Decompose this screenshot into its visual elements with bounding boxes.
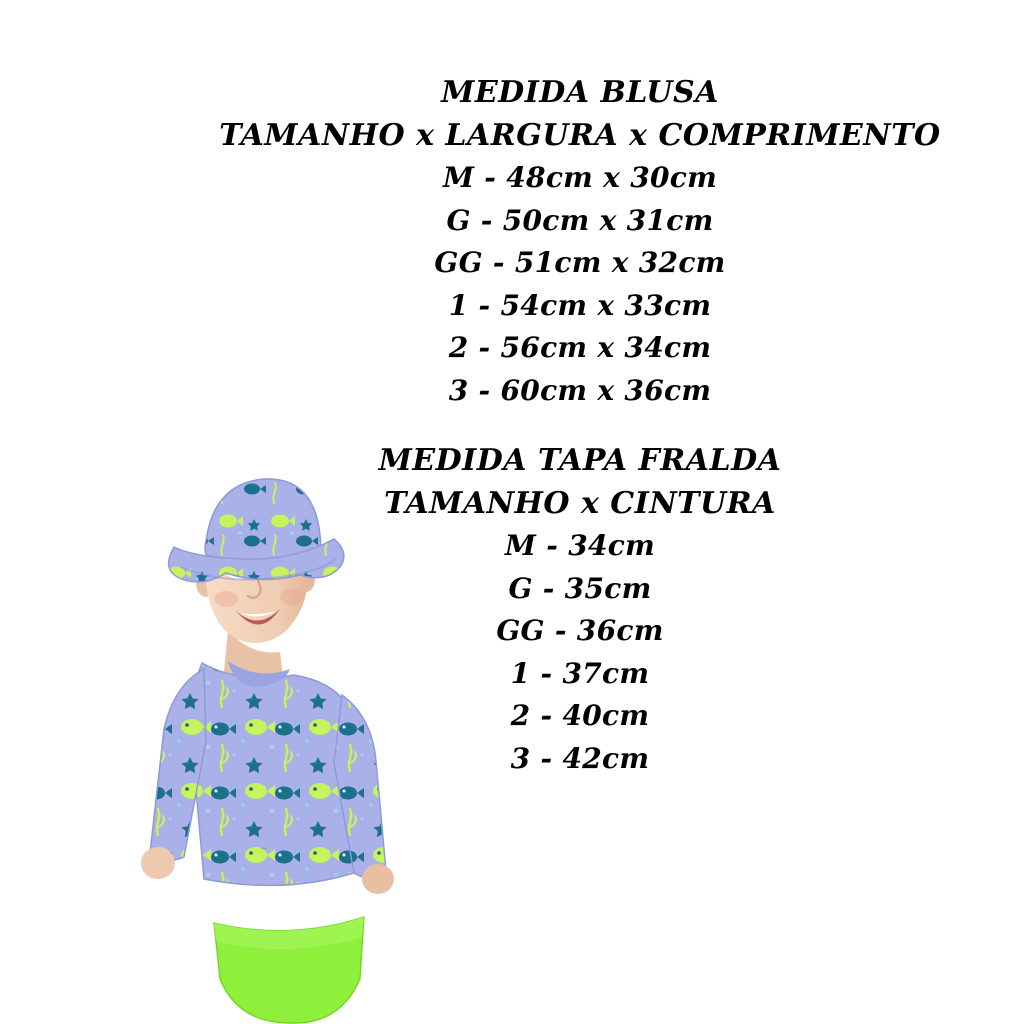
tapa-fralda-size-row: M - 34cm bbox=[504, 529, 656, 563]
right-cheek bbox=[280, 589, 304, 605]
left-cheek bbox=[214, 591, 238, 607]
tapa-fralda-size-row: 2 - 40cm bbox=[510, 699, 650, 733]
child-illustration bbox=[110, 455, 455, 1024]
shirt-brand-mark: ~ bbox=[260, 844, 268, 854]
tapa-fralda-size-row: G - 35cm bbox=[508, 571, 652, 605]
tapa-fralda-title: MEDIDA TAPA FRALDA bbox=[378, 443, 782, 478]
shirt-torso bbox=[188, 663, 360, 885]
blusa-measurements-block bbox=[200, 72, 960, 412]
tapa-fralda-size-row: GG - 36cm bbox=[496, 614, 664, 648]
blusa-size-row: M - 48cm x 30cm bbox=[442, 161, 718, 195]
blusa-size-row: G - 50cm x 31cm bbox=[446, 203, 714, 237]
blusa-size-row: 2 - 56cm x 34cm bbox=[448, 331, 712, 365]
blusa-size-row: 3 - 60cm x 36cm bbox=[448, 373, 712, 407]
blusa-subtitle: TAMANHO x LARGURA x COMPRIMENTO bbox=[219, 117, 941, 153]
tapa-fralda-size-row: 3 - 42cm bbox=[510, 741, 650, 775]
shirt-left-sleeve bbox=[150, 669, 206, 860]
left-hand bbox=[141, 847, 175, 879]
tapa-fralda-subtitle: TAMANHO x CINTURA bbox=[384, 485, 776, 521]
right-hand bbox=[362, 864, 394, 894]
blusa-title: MEDIDA BLUSA bbox=[441, 75, 719, 110]
blusa-size-row: GG - 51cm x 32cm bbox=[434, 246, 726, 280]
tapa-fralda-size-row: 1 - 37cm bbox=[510, 656, 650, 690]
product-photo bbox=[110, 455, 455, 1024]
blusa-size-row: 1 - 54cm x 33cm bbox=[448, 288, 712, 322]
